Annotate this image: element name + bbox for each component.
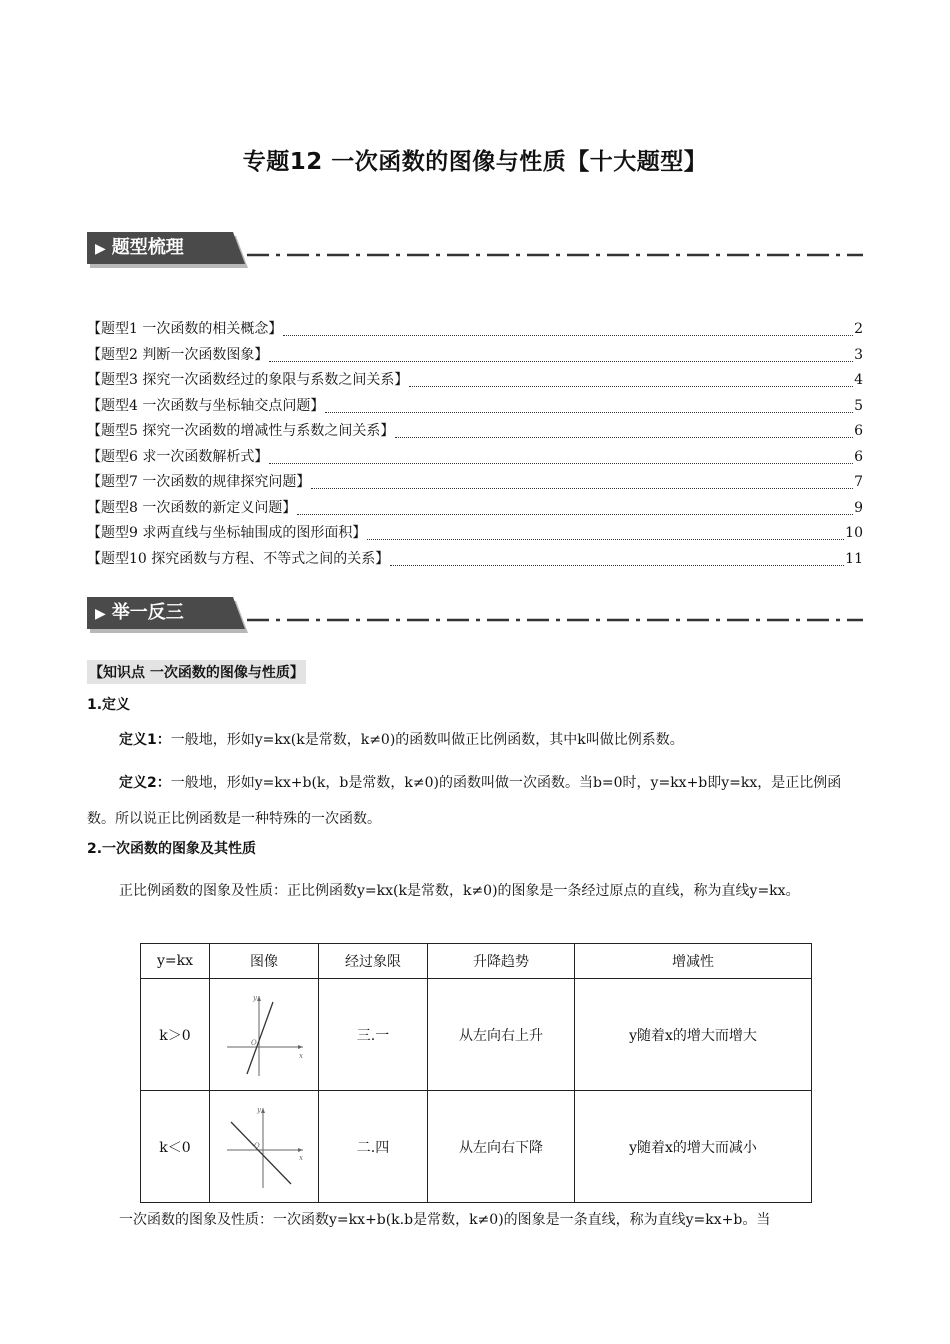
section-heading-graph-properties: 2.一次函数的图象及其性质 — [87, 841, 257, 857]
section-heading-definition: 1.定义 — [87, 697, 131, 713]
toc-leader — [283, 335, 853, 336]
table-header: 升降趋势 — [428, 944, 575, 979]
increasing-line-graph — [223, 992, 305, 1078]
banner-label: ▶ 举一反三 — [95, 602, 184, 623]
toc-leader — [390, 565, 844, 566]
banner-label: ▶ 题型梳理 — [95, 237, 184, 258]
toc-leader — [325, 412, 853, 413]
properties-table — [140, 943, 812, 1203]
table-cell-condition: k＞0 — [141, 979, 210, 1091]
toc-item[interactable]: 【题型1 一次函数的相关概念】 2 — [87, 321, 863, 337]
table-cell-trend: 从左向右下降 — [428, 1091, 575, 1203]
linear-function-intro: 一次函数的图象及性质：一次函数y=kx+b(k.b是常数，k≠0)的图象是一条直线，称为直线y=kx+b。当 — [119, 1212, 771, 1228]
table-cell-trend: 从左向右上升 — [428, 979, 575, 1091]
section-banner-practice — [87, 597, 863, 637]
table-cell-quadrants: 二.四 — [319, 1091, 428, 1203]
toc-leader — [409, 386, 853, 387]
toc-leader — [297, 514, 853, 515]
toc-item[interactable]: 【题型8 一次函数的新定义问题】 9 — [87, 499, 863, 516]
knowledge-point-heading: 【知识点 一次函数的图像与性质】 — [87, 660, 306, 684]
table-header: 经过象限 — [319, 944, 428, 979]
table-cell-quadrants: 三.一 — [319, 979, 428, 1091]
toc-leader — [395, 437, 853, 438]
definition-2: 定义2：一般地，形如y=kx+b(k，b是常数，k≠0)的函数叫做一次函数。当b=0时，y=kx+b即y=kx，是正比例函数。所以说正比例函数是一种特殊的一次函数。 — [87, 775, 842, 827]
toc-item[interactable]: 【题型5 探究一次函数的增减性与系数之间关系】 6 — [87, 423, 863, 439]
y-axis-label: y — [253, 993, 257, 1002]
toc-leader — [269, 463, 853, 464]
toc-leader — [311, 488, 853, 489]
table-header-row — [141, 944, 812, 979]
toc-item[interactable]: 【题型4 一次函数与坐标轴交点问题】 5 — [87, 397, 863, 414]
table-row — [141, 979, 812, 1091]
y-axis-label: y — [257, 1105, 261, 1114]
toc-item[interactable]: 【题型6 求一次函数解析式】 6 — [87, 448, 863, 465]
origin-label: O — [251, 1038, 257, 1047]
toc-leader — [367, 539, 844, 540]
decreasing-line-graph — [223, 1104, 305, 1190]
play-triangle-icon: ▶ — [95, 606, 106, 622]
table-cell-monotonicity: y随着x的增大而增大 — [575, 979, 812, 1091]
origin-label: O — [254, 1141, 260, 1150]
table-header: 图像 — [210, 944, 319, 979]
page-title: 专题12 一次函数的图像与性质【十大题型】 — [242, 149, 708, 175]
toc-item[interactable]: 【题型3 探究一次函数经过的象限与系数之间关系】 4 — [87, 372, 863, 388]
toc-item[interactable]: 【题型2 判断一次函数图象】 3 — [87, 346, 863, 363]
play-triangle-icon: ▶ — [95, 241, 106, 257]
table-row — [141, 1091, 812, 1203]
x-axis-label: x — [299, 1051, 303, 1060]
toc-item[interactable]: 【题型10 探究函数与方程、不等式之间的关系】 11 — [87, 550, 863, 567]
table-cell-graph — [210, 979, 319, 1091]
table-of-contents — [87, 318, 863, 573]
toc-item[interactable]: 【题型9 求两直线与坐标轴围成的图形面积】 10 — [87, 525, 863, 541]
toc-leader — [269, 361, 853, 362]
table-header: y=kx — [141, 944, 210, 979]
dash-dot-divider — [247, 617, 863, 623]
proportional-function-intro: 正比例函数的图象及性质：正比例函数y=kx(k是常数，k≠0)的图象是一条经过原点的直线，称为直线y=kx。 — [119, 883, 800, 899]
definition-1: 定义1：一般地，形如y=kx(k是常数，k≠0)的函数叫做正比例函数，其中k叫做比例系数。 — [119, 732, 684, 748]
table-cell-condition: k＜0 — [141, 1091, 210, 1203]
dash-dot-divider — [247, 252, 863, 258]
table-cell-monotonicity: y随着x的增大而减小 — [575, 1091, 812, 1203]
section-banner-outline — [87, 232, 863, 272]
toc-item[interactable]: 【题型7 一次函数的规律探究问题】 7 — [87, 474, 863, 490]
table-cell-graph — [210, 1091, 319, 1203]
table-header: 增减性 — [575, 944, 812, 979]
x-axis-label: x — [299, 1153, 303, 1162]
